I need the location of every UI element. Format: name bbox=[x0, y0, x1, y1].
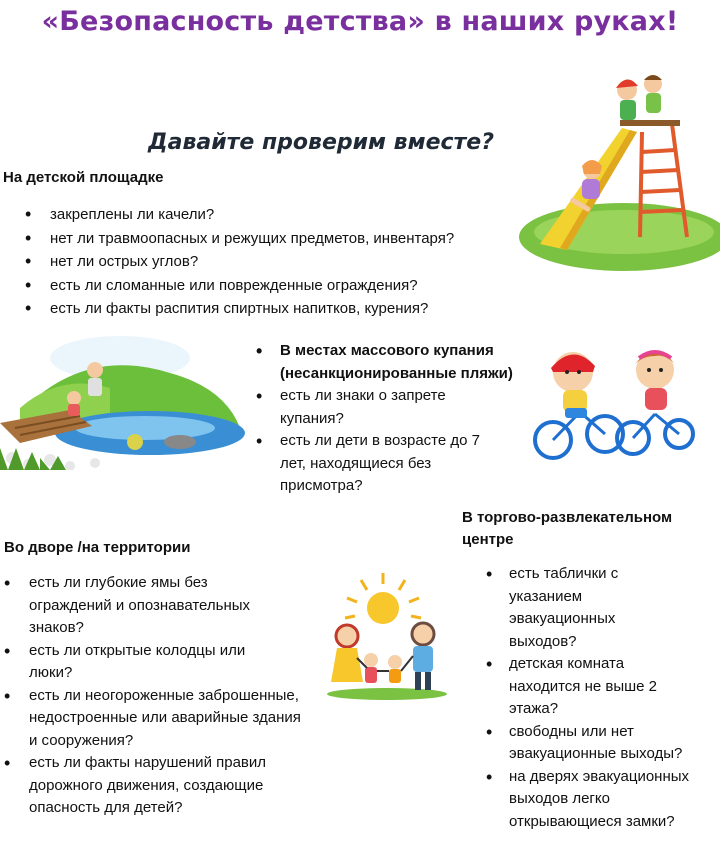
slide-illustration bbox=[512, 62, 720, 272]
list-item: • есть ли открытые колодцы или люки? bbox=[3, 640, 279, 685]
list-item: • на дверях эвакуационных выходов легко открывающиеся замки? bbox=[484, 766, 714, 834]
list-item: • есть ли глубокие ямы без ограждений и опознавательных знаков? bbox=[3, 572, 289, 640]
family-with-sun-icon bbox=[325, 568, 450, 700]
list-item: • нет ли травмоопасных и режущих предметов, инвентаря? bbox=[3, 227, 454, 251]
beach-section bbox=[255, 340, 535, 498]
bicycles-illustration bbox=[525, 342, 695, 467]
kids-on-bicycles-icon bbox=[525, 342, 695, 467]
family-illustration bbox=[325, 568, 450, 700]
yard-list bbox=[3, 572, 303, 820]
list-item: • есть ли неогороженные заброшенные, недостроенные или аварийные здания и сооружения? bbox=[3, 685, 303, 753]
beach-illustration bbox=[0, 318, 250, 470]
beach-list bbox=[255, 340, 535, 498]
list-item: • закреплены ли качели? bbox=[3, 203, 454, 227]
list-item: • есть ли дети в возрасте до 7 лет, находящиеся без присмотра? bbox=[255, 430, 500, 498]
list-item: • есть ли знаки о запрете купания? bbox=[255, 385, 475, 430]
list-item: • есть таблички с указанием эвакуационных выходов? bbox=[484, 563, 659, 653]
beach-heading: • В местах массового купания (несанкционированные пляжи) bbox=[255, 340, 535, 385]
list-item: • нет ли острых углов? bbox=[3, 250, 454, 274]
playground-heading: На детской площадке bbox=[3, 169, 164, 186]
mall-list bbox=[484, 563, 716, 833]
list-item: • детская комната находится не выше 2 этажа? bbox=[484, 653, 699, 721]
page-title: «Безопасность детства» в наших руках! bbox=[41, 6, 679, 37]
playground-list bbox=[3, 203, 454, 321]
yard-heading: Во дворе /на территории bbox=[4, 539, 191, 556]
list-item: • есть ли сломанные или поврежденные ограждения? bbox=[3, 274, 454, 298]
lake-pier-icon bbox=[0, 318, 250, 470]
mall-heading: В торгово-развлекательном центре bbox=[462, 509, 673, 548]
list-item: • есть ли факты распития спиртных напитков, курения? bbox=[3, 297, 454, 321]
playground-slide-icon bbox=[512, 62, 720, 272]
list-item: • свободны или нет эвакуационные выходы? bbox=[484, 721, 716, 766]
page-subtitle: Давайте проверим вместе? bbox=[148, 130, 494, 155]
list-item: • есть ли факты нарушений правил дорожного движения, создающие опасность для детей? bbox=[3, 752, 303, 820]
